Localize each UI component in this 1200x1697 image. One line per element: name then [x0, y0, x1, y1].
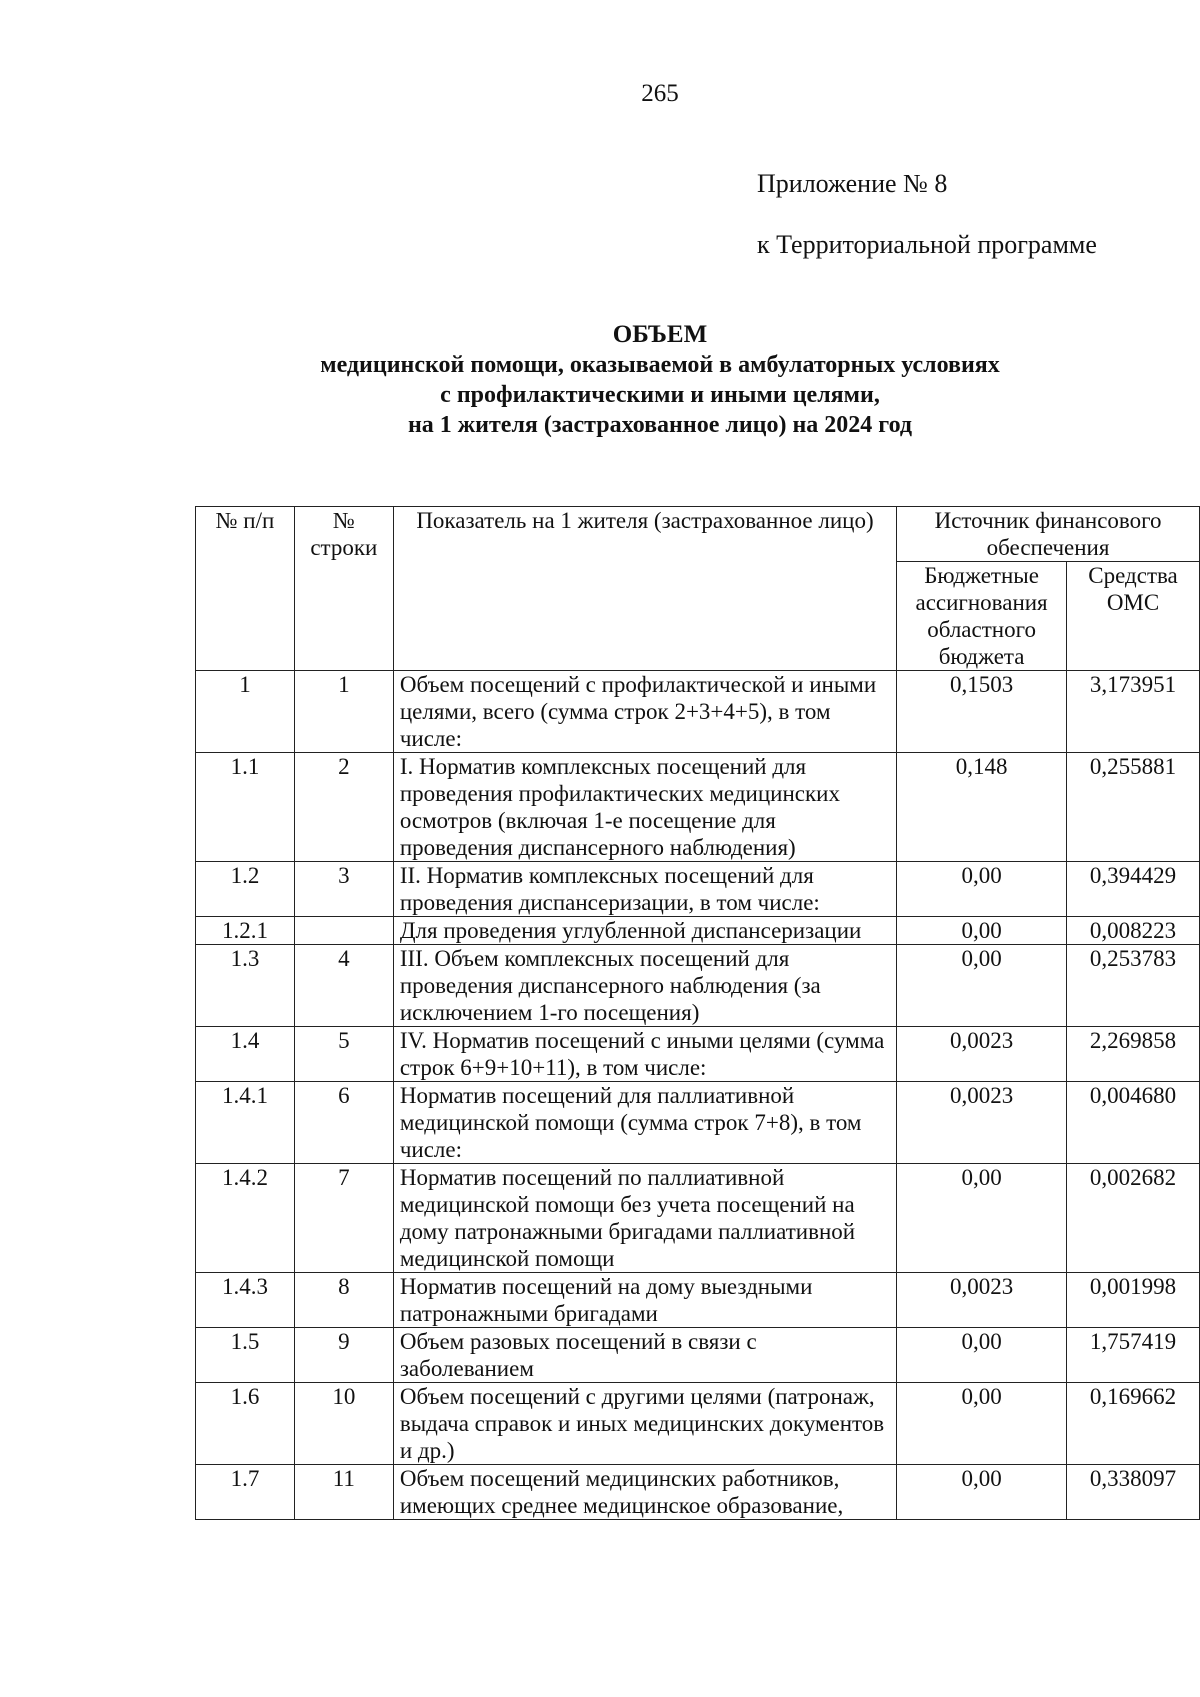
cell-line-number: 9 — [294, 1328, 393, 1383]
cell-line-number: 4 — [294, 945, 393, 1027]
cell-line-number: 2 — [294, 753, 393, 862]
cell-line-number: 5 — [294, 1027, 393, 1082]
cell-budget-value: 0,00 — [897, 1164, 1067, 1273]
cell-oms-value: 0,002682 — [1067, 1164, 1200, 1273]
table-body — [196, 671, 1200, 1520]
cell-indicator: Норматив посещений на дому выездными патронажными бригадами — [393, 1273, 896, 1328]
appendix-number: Приложение № 8 — [757, 169, 948, 198]
header-oms: Средства ОМС — [1067, 562, 1200, 671]
cell-budget-value: 0,00 — [897, 917, 1067, 945]
cell-line-number: 10 — [294, 1383, 393, 1465]
table-row — [196, 862, 1200, 917]
cell-oms-value: 0,394429 — [1067, 862, 1200, 917]
table-row — [196, 1027, 1200, 1082]
volume-table — [195, 506, 1200, 1520]
table-row — [196, 671, 1200, 753]
cell-oms-value: 0,338097 — [1067, 1465, 1200, 1520]
appendix-caption — [757, 170, 1097, 259]
header-funding-source: Источник финансового обеспечения — [897, 507, 1200, 562]
cell-row-number: 1.4.3 — [196, 1273, 295, 1328]
cell-oms-value: 0,008223 — [1067, 917, 1200, 945]
table-row — [196, 945, 1200, 1027]
table-row — [196, 1164, 1200, 1273]
title-line-3: с профилактическими и иными целями, — [440, 382, 880, 408]
cell-indicator: Норматив посещений по паллиативной медицинской помощи без учета посещений на дому патронажными бригадами паллиативной медицинской помощи — [393, 1164, 896, 1273]
table-row — [196, 1383, 1200, 1465]
cell-indicator: Норматив посещений для паллиативной медицинской помощи (сумма строк 7+8), в том числе: — [393, 1082, 896, 1164]
table-row — [196, 1082, 1200, 1164]
cell-line-number: 7 — [294, 1164, 393, 1273]
cell-line-number: 3 — [294, 862, 393, 917]
header-row-number: № п/п — [196, 507, 295, 671]
cell-line-number: 11 — [294, 1465, 393, 1520]
page-number: 265 — [641, 80, 679, 107]
cell-oms-value: 0,001998 — [1067, 1273, 1200, 1328]
cell-indicator: Объем посещений медицинских работников, имеющих среднее медицинское образование, — [393, 1465, 896, 1520]
cell-indicator: Объем посещений с профилактической и иными целями, всего (сумма строк 2+3+4+5), в том числе: — [393, 671, 896, 753]
cell-row-number: 1.4.1 — [196, 1082, 295, 1164]
cell-line-number: 1 — [294, 671, 393, 753]
cell-row-number: 1.3 — [196, 945, 295, 1027]
cell-indicator: II. Норматив комплексных посещений для проведения диспансеризации, в том числе: — [393, 862, 896, 917]
cell-budget-value: 0,1503 — [897, 671, 1067, 753]
cell-budget-value: 0,00 — [897, 862, 1067, 917]
cell-row-number: 1.2.1 — [196, 917, 295, 945]
table-row — [196, 1328, 1200, 1383]
table-row — [196, 753, 1200, 862]
cell-oms-value: 2,269858 — [1067, 1027, 1200, 1082]
cell-oms-value: 3,173951 — [1067, 671, 1200, 753]
cell-row-number: 1.7 — [196, 1465, 295, 1520]
cell-indicator: I. Норматив комплексных посещений для проведения профилактических медицинских осмотров (включая 1-е посещение для проведения диспансерного наблюдения) — [393, 753, 896, 862]
cell-oms-value: 1,757419 — [1067, 1328, 1200, 1383]
table-row — [196, 1273, 1200, 1328]
header-indicator: Показатель на 1 жителя (застрахованное лицо) — [393, 507, 896, 671]
title-line-1: ОБЪЕМ — [612, 321, 708, 348]
cell-row-number: 1 — [196, 671, 295, 753]
table-row — [196, 917, 1200, 945]
cell-budget-value: 0,00 — [897, 1465, 1067, 1520]
cell-line-number: 6 — [294, 1082, 393, 1164]
cell-indicator: Объем разовых посещений в связи с заболеванием — [393, 1328, 896, 1383]
cell-row-number: 1.6 — [196, 1383, 295, 1465]
document-title — [0, 320, 1200, 440]
title-line-4: на 1 жителя (застрахованное лицо) на 2024 год — [407, 412, 913, 438]
appendix-reference: к Территориальной программе — [757, 230, 1097, 259]
cell-budget-value: 0,0023 — [897, 1027, 1067, 1082]
cell-row-number: 1.1 — [196, 753, 295, 862]
cell-row-number: 1.5 — [196, 1328, 295, 1383]
cell-budget-value: 0,00 — [897, 1383, 1067, 1465]
cell-indicator: IV. Норматив посещений с иными целями (сумма строк 6+9+10+11), в том числе: — [393, 1027, 896, 1082]
cell-row-number: 1.4 — [196, 1027, 295, 1082]
cell-line-number: 8 — [294, 1273, 393, 1328]
cell-row-number: 1.4.2 — [196, 1164, 295, 1273]
cell-budget-value: 0,148 — [897, 753, 1067, 862]
cell-oms-value: 0,253783 — [1067, 945, 1200, 1027]
cell-indicator: Объем посещений с другими целями (патронаж, выдача справок и иных медицинских документов и др.) — [393, 1383, 896, 1465]
cell-oms-value: 0,169662 — [1067, 1383, 1200, 1465]
cell-budget-value: 0,00 — [897, 1328, 1067, 1383]
cell-row-number: 1.2 — [196, 862, 295, 917]
cell-oms-value: 0,255881 — [1067, 753, 1200, 862]
cell-budget-value: 0,00 — [897, 945, 1067, 1027]
cell-budget-value: 0,0023 — [897, 1082, 1067, 1164]
header-line-number: № строки — [294, 507, 393, 671]
title-line-2: медицинской помощи, оказываемой в амбулаторных условиях — [320, 352, 1000, 378]
table-row — [196, 1465, 1200, 1520]
cell-indicator: Для проведения углубленной диспансеризации — [393, 917, 896, 945]
header-budget: Бюджетные ассигнования областного бюджета — [897, 562, 1067, 671]
cell-line-number — [294, 917, 393, 945]
cell-indicator: III. Объем комплексных посещений для проведения диспансерного наблюдения (за исключением 1-го посещения) — [393, 945, 896, 1027]
cell-oms-value: 0,004680 — [1067, 1082, 1200, 1164]
cell-budget-value: 0,0023 — [897, 1273, 1067, 1328]
